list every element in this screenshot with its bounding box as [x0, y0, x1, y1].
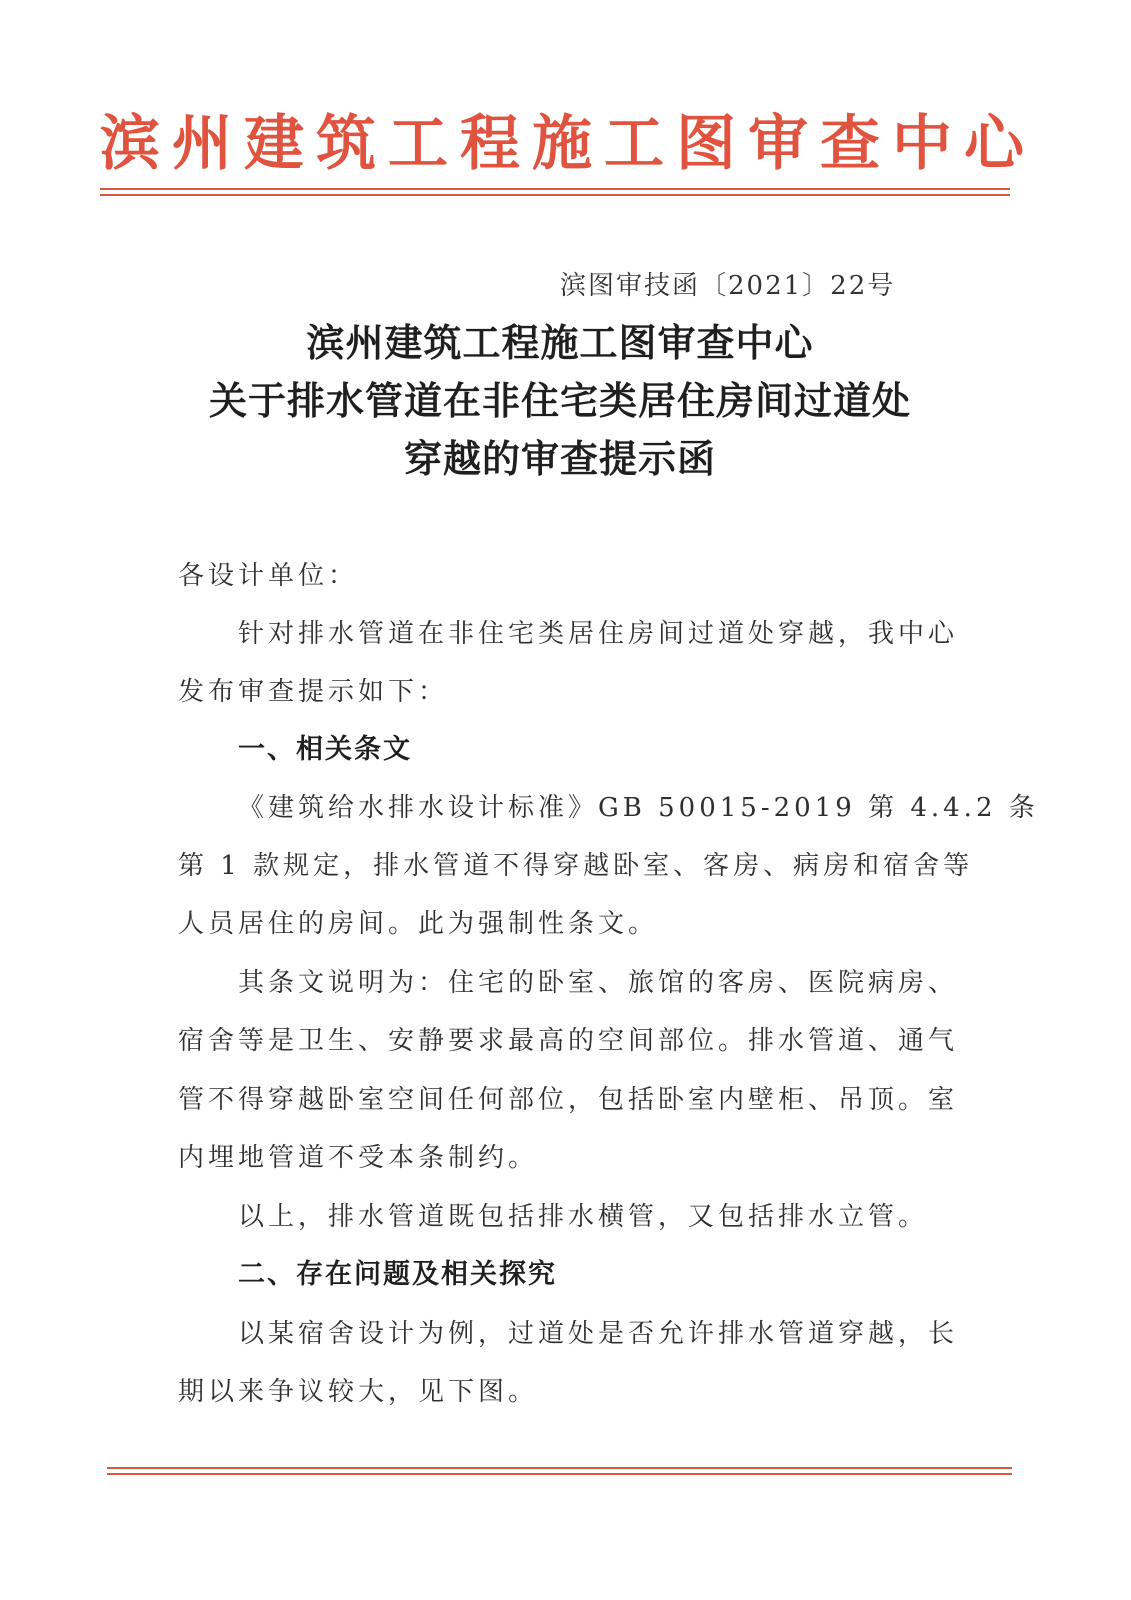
section-1-paragraph-2-line-2: 宿舍等是卫生、安静要求最高的空间部位。排水管道、通气 [178, 1026, 959, 1056]
section-1-paragraph-1-line-1: 《建筑给水排水设计标准》GB 50015-2019 第 4.4.2 条 [238, 793, 1039, 823]
section-1-paragraph-2-line-1: 其条文说明为：住宅的卧室、旅馆的客房、医院病房、 [238, 968, 959, 998]
document-title-line-1: 滨州建筑工程施工图审查中心 [306, 321, 814, 365]
salutation: 各设计单位： [178, 561, 359, 591]
section-1-heading: 一、相关条文 [238, 734, 412, 765]
section-1-paragraph-2-line-3: 管不得穿越卧室空间任何部位，包括卧室内壁柜、吊顶。室 [178, 1085, 959, 1115]
document-number: 滨图审技函〔2021〕22号 [560, 271, 896, 301]
section-1-paragraph-3: 以上，排水管道既包括排水横管，又包括排水立管。 [238, 1202, 929, 1232]
section-2-heading: 二、存在问题及相关探究 [238, 1259, 557, 1290]
section-2-paragraph-1-line-1: 以某宿舍设计为例，过道处是否允许排水管道穿越，长 [238, 1319, 959, 1349]
footer-rule-line-lower [107, 1473, 1012, 1475]
section-2-paragraph-1-line-2: 期以来争议较大，见下图。 [178, 1377, 539, 1407]
footer-rule [107, 1467, 1012, 1477]
footer-rule-line-upper [107, 1467, 1012, 1469]
section-1-paragraph-1-line-3: 人员居住的房间。此为强制性条文。 [178, 909, 659, 939]
letterhead-org-name: 滨州建筑工程施工图审查中心 [100, 109, 1036, 179]
section-1-paragraph-2-line-4: 内埋地管道不受本条制约。 [178, 1143, 539, 1173]
rule-line-lower [100, 194, 1010, 196]
letterhead-rule [100, 188, 1010, 198]
section-1-paragraph-1-line-2: 第 1 款规定，排水管道不得穿越卧室、客房、病房和宿舍等 [178, 851, 974, 881]
intro-line-1: 针对排水管道在非住宅类居住房间过道处穿越，我中心 [238, 619, 959, 649]
intro-line-2: 发布审查提示如下： [178, 677, 449, 707]
document-title-line-3: 穿越的审查提示函 [403, 437, 716, 481]
rule-line-upper [100, 188, 1010, 190]
document-title-line-2: 关于排水管道在非住宅类居住房间过道处 [208, 379, 911, 423]
